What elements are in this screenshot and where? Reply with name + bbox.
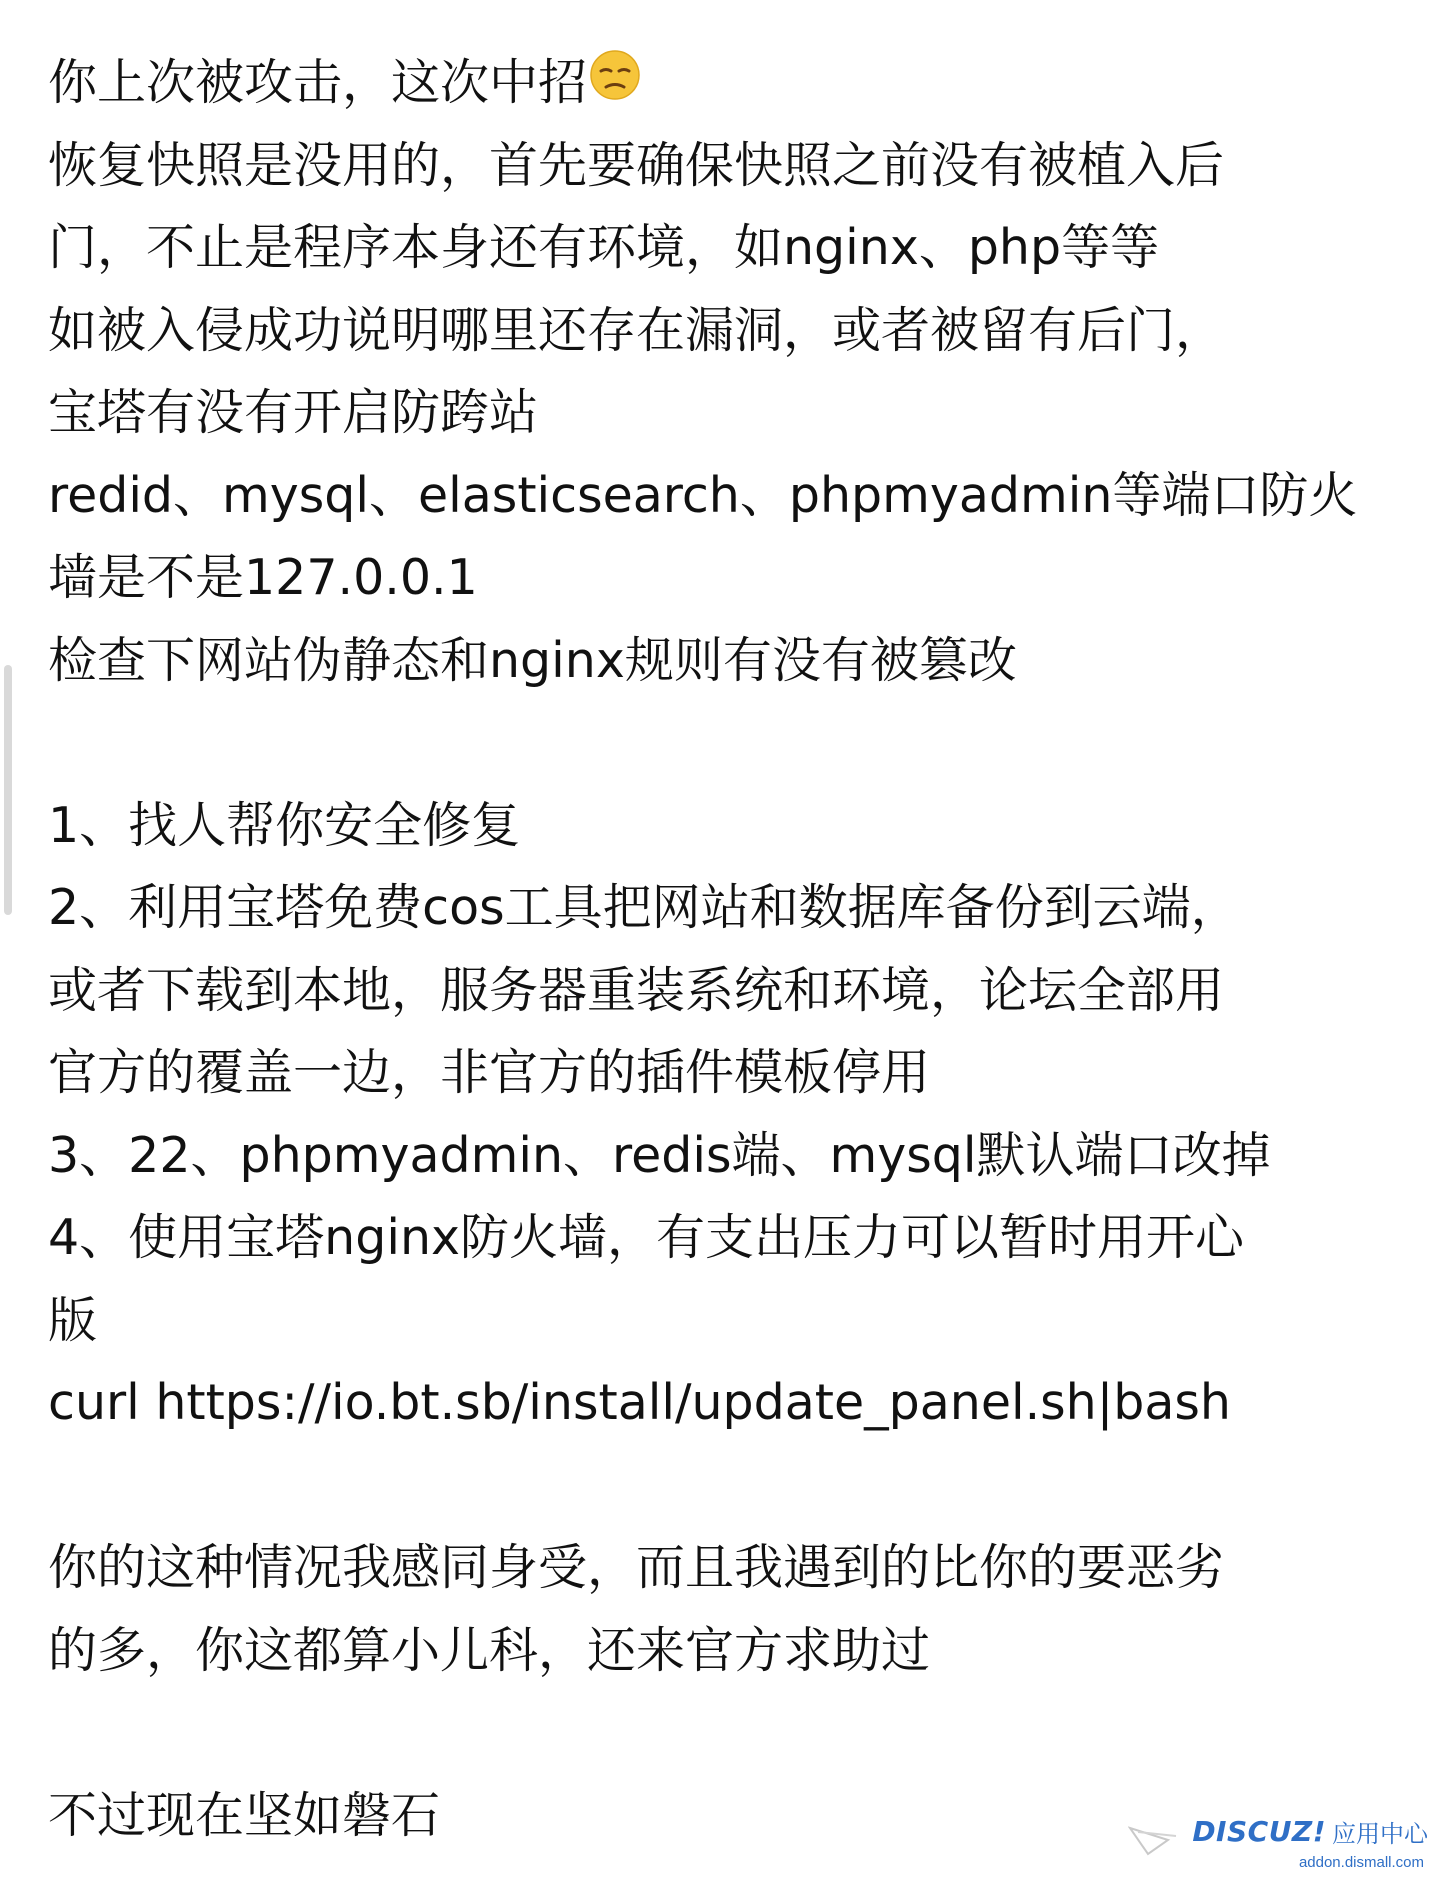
text-line: 的多，你这都算小儿科，还来官方求助过 xyxy=(48,1621,931,1679)
list-item: 4、使用宝塔nginx防火墙，有支出压力可以暂时用开心 xyxy=(48,1209,1245,1266)
watermark xyxy=(1128,1814,1428,1876)
watermark-cn: 应用中心 xyxy=(1332,1820,1428,1848)
text-line-1: 你上次被攻击，这次中招 xyxy=(48,54,588,111)
text-line: 恢复快照是没用的，首先要确保快照之前没有被植入后 xyxy=(48,136,1225,194)
text-line: 或者下载到本地，服务器重装系统和环境，论坛全部用 xyxy=(48,961,1225,1019)
text-line xyxy=(48,42,1398,125)
list-item: 3、22、phpmyadmin、redis端、mysql默认端口改掉 xyxy=(48,1126,1271,1184)
blank-line xyxy=(48,1692,1398,1775)
text-line: 宝塔有没有开启防跨站 xyxy=(48,384,539,441)
text-line: 如被入侵成功说明哪里还存在漏洞，或者被留有后门， xyxy=(48,301,1225,359)
watermark-url: addon.dismall.com xyxy=(1298,1854,1424,1871)
scrollbar[interactable] xyxy=(4,665,12,915)
text-line: 版 xyxy=(48,1291,98,1349)
blank-line xyxy=(48,1445,1398,1528)
text-line: 检查下网站伪静态和nginx规则有没有被篡改 xyxy=(48,631,1017,689)
command-line: curl https://io.bt.sb/install/update_panel.sh|bash xyxy=(48,1374,1231,1431)
blank-line xyxy=(48,702,1398,785)
text-line: redid、mysql、elasticsearch、phpmyadmin等端口防火 xyxy=(48,466,1358,524)
watermark-brand: DISCUZ! xyxy=(1192,1815,1326,1848)
list-item: 1、找人帮你安全修复 xyxy=(48,796,521,854)
post-content xyxy=(48,42,1398,1857)
unamused-face-icon xyxy=(589,44,641,124)
list-item: 2、利用宝塔免费cos工具把网站和数据库备份到云端， xyxy=(48,879,1240,936)
text-line: 不过现在坚如磐石 xyxy=(48,1786,441,1844)
text-line: 你的这种情况我感同身受，而且我遇到的比你的要恶劣 xyxy=(48,1539,1225,1596)
watermark-logo xyxy=(1192,1814,1428,1849)
text-line: 门，不止是程序本身还有环境，如nginx、php等等 xyxy=(48,219,1160,276)
text-line: 官方的覆盖一边，非官方的插件模板停用 xyxy=(48,1044,931,1101)
swoosh-icon xyxy=(1128,1818,1188,1862)
text-line: 墙是不是127.0.0.1 xyxy=(48,549,478,606)
